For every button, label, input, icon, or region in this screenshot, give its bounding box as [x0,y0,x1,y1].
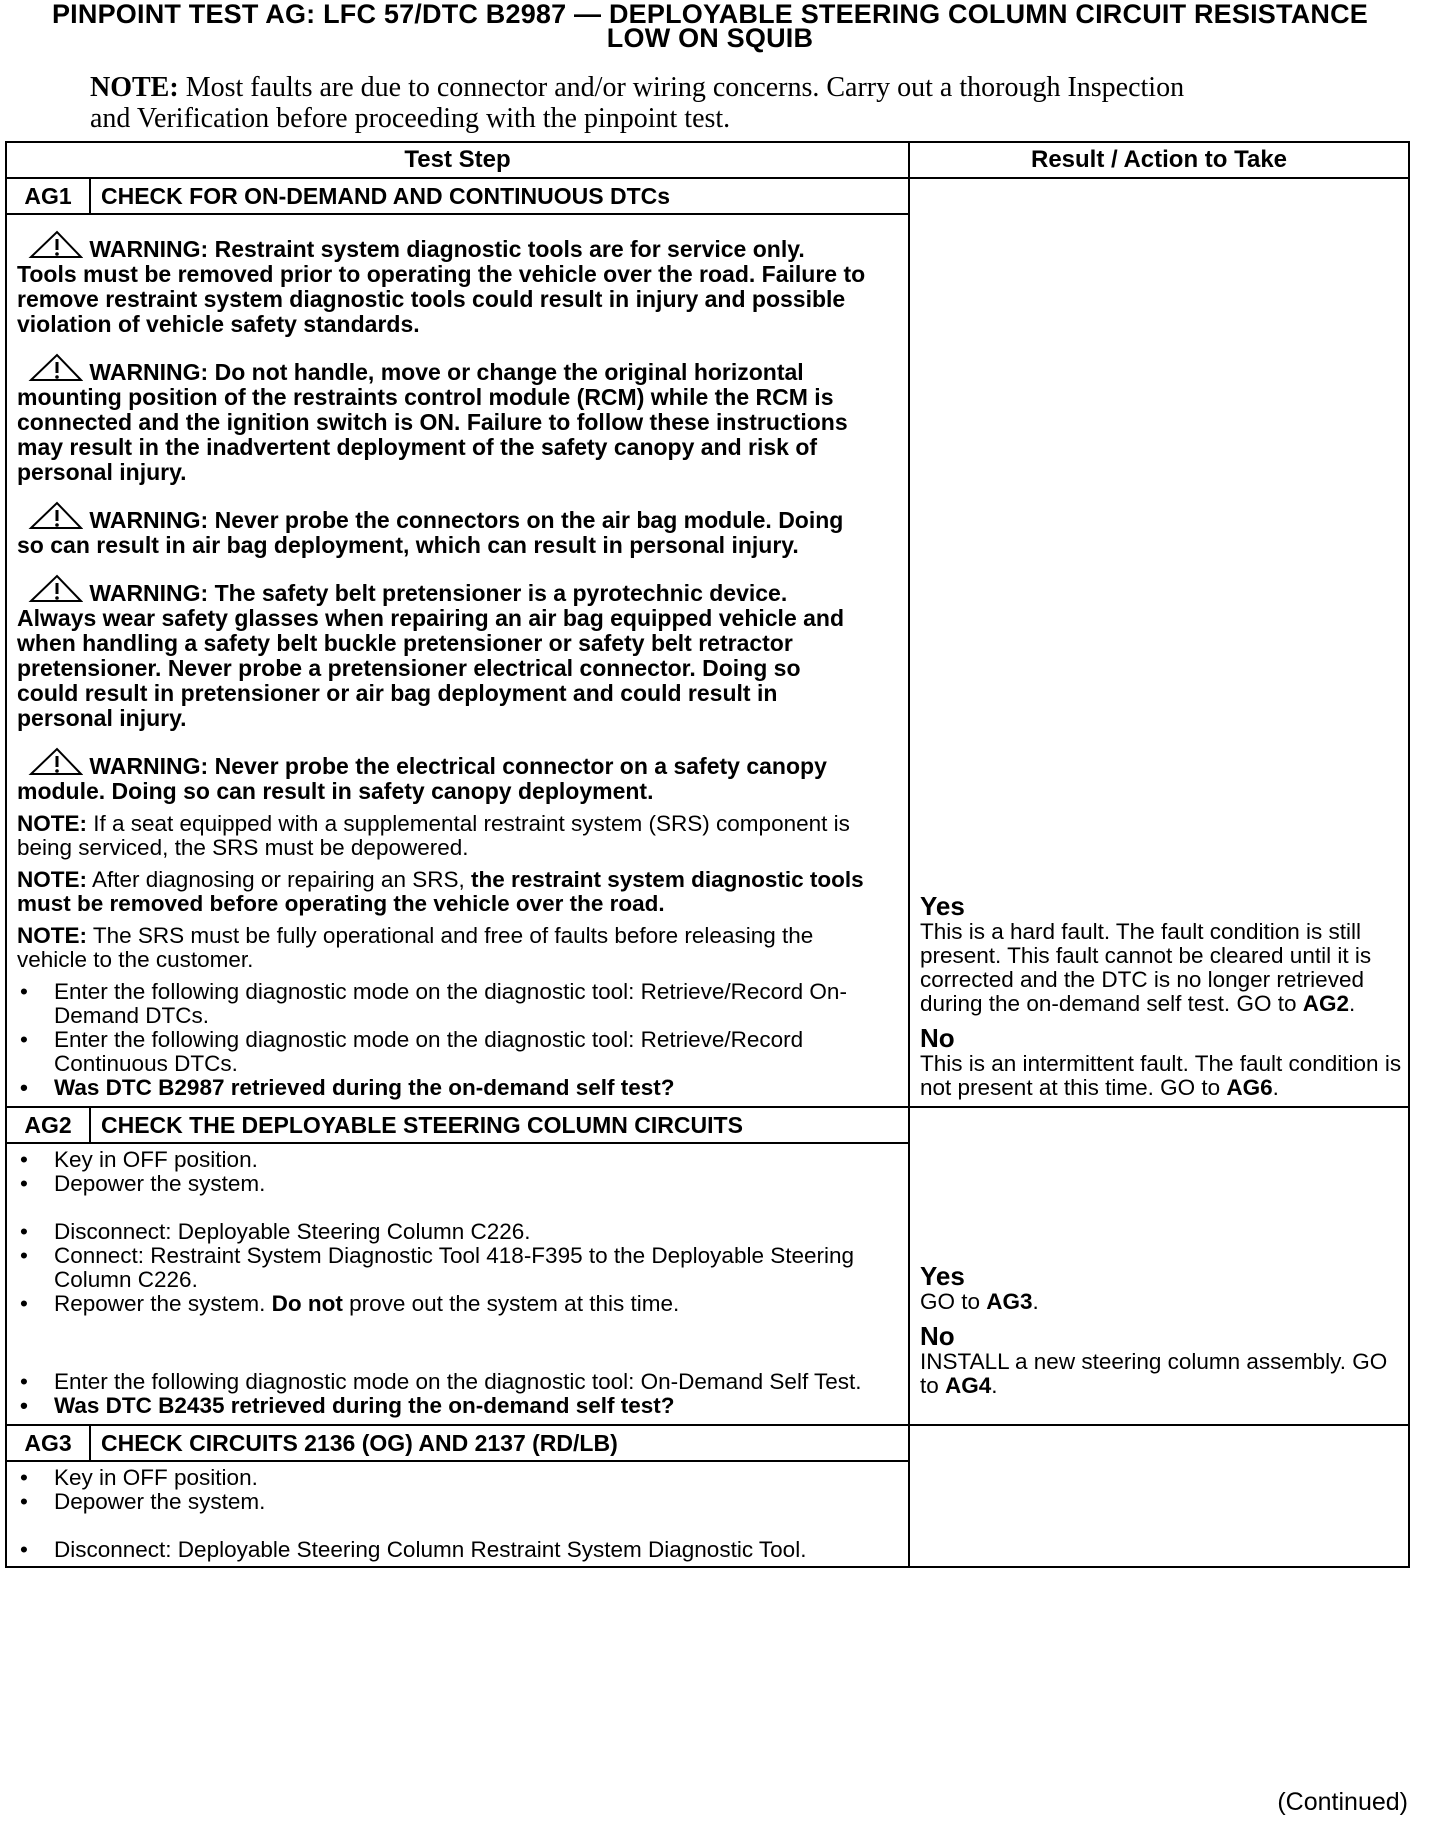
note-block: NOTE: The SRS must be fully operational and free of faults before releasing the vehicle to the customer. [17,923,814,972]
step-bullets [17,1370,868,1418]
pinpoint-table [5,141,1410,1568]
list-item: • Key in OFF position. [17,1148,868,1172]
step-bullets [17,1148,868,1196]
result-yes-text: This is a hard fault. The fault condition is still present. This fault cannot be cleared until it is corrected and the DTC is no longer retrieved during the on-demand self test. GO to AG2. [920,919,1372,1016]
step-id: AG2 [6,1107,90,1143]
warning-block [17,746,868,804]
step-bullets [17,980,868,1100]
list-item: • Disconnect: Deployable Steering Column C226. [17,1220,868,1244]
warning-block [17,352,868,485]
step-title: CHECK FOR ON-DEMAND AND CONTINUOUS DTCs [90,178,909,214]
warning-block [17,229,868,337]
warning-triangle-icon [27,500,83,530]
warning-text: WARNING: The safety belt pretensioner is a pyrotechnic device. Always wear safety glasses when repairing an air bag equipped vehicle and when handling a safety belt buckle pretensioner or safety belt retractor pretensioner. Never probe a pretensioner electrical connector. Doing so could result in pretensioner or air bag deployment and could result in personal injury. [17,580,845,731]
result-no-text: INSTALL a new steering column assembly. GO to AG4. [920,1349,1388,1398]
step-result-ag2 [909,1107,1409,1425]
step-content-ag3 [6,1461,909,1567]
title-line-2: LOW ON SQUIB [606,23,814,53]
header-test-step: Test Step [6,142,909,178]
intro-note-label: NOTE: [90,72,179,103]
step-row-ag3 [6,1425,1409,1461]
list-item: • Disconnect: Deployable Steering Column Restraint System Diagnostic Tool. [17,1538,868,1562]
step-content-ag1 [6,214,909,1107]
list-item: • Connect: Restraint System Diagnostic Tool 418-F395 to the Deployable Steering Column C226. [17,1244,868,1292]
step-bullets [17,1466,868,1514]
step-id: AG1 [6,178,90,214]
warning-text: WARNING: Restraint system diagnostic tools are for service only. Tools must be removed prior to operating the vehicle over the road. Failure to remove restraint system diagnostic tools could result in injury and possible violation of vehicle safety standards. [17,236,866,337]
list-item: • Enter the following diagnostic mode on the diagnostic tool: On-Demand Self Test. [17,1370,868,1394]
title-line-1: PINPOINT TEST AG: LFC 57/DTC B2987 — DEPLOYABLE STEERING COLUMN CIRCUIT RESISTANCE [51,0,1369,29]
warning-block [17,500,868,558]
page-title [0,0,1420,53]
warning-triangle-icon [27,746,83,776]
list-item-question: • Was DTC B2435 retrieved during the on-demand self test? [17,1394,868,1418]
step-result-ag3 [909,1425,1409,1567]
result-no-text: This is an intermittent fault. The fault condition is not present at this time. GO to AG6. [920,1051,1402,1100]
warning-text: WARNING: Never probe the connectors on the air bag module. Doing so can result in air bag deployment, which can result in personal injury. [17,507,844,558]
result-no-label: No [920,1321,955,1351]
step-row-ag1 [6,178,1409,214]
warning-triangle-icon [27,229,83,259]
intro-note [90,72,1210,134]
intro-note-text: Most faults are due to connector and/or wiring concerns. Carry out a thorough Inspection and Verification before proceeding with the pinpoint test. [90,72,1185,134]
result-no-label: No [920,1023,955,1053]
result-yes-label: Yes [920,1261,965,1291]
step-bullets [17,1538,868,1562]
step-title: CHECK CIRCUITS 2136 (OG) AND 2137 (RD/LB) [90,1425,909,1461]
table-header-row [6,142,1409,178]
result-yes-text: GO to AG3. [920,1289,1039,1314]
continued-label: (Continued) [1277,1788,1408,1816]
list-item: • Repower the system. Do not prove out the system at this time. [17,1292,868,1316]
warning-triangle-icon [27,352,83,382]
goto-link[interactable]: AG2 [1302,991,1349,1016]
warning-text: WARNING: Never probe the electrical connector on a safety canopy module. Doing so can result in safety canopy deployment. [17,753,827,804]
goto-link[interactable]: AG6 [1226,1075,1273,1100]
warning-text: WARNING: Do not handle, move or change the original horizontal mounting position of the restraints control module (RCM) while the RCM is connected and the ignition switch is ON. Failure to follow these instructions may result in the inadvertent deployment of the safety canopy and risk of personal injury. [17,359,848,485]
header-result: Result / Action to Take [909,142,1409,178]
warning-triangle-icon [27,573,83,603]
step-result-ag1 [909,178,1409,1107]
list-item: • Key in OFF position. [17,1466,868,1490]
step-row-ag2 [6,1107,1409,1143]
goto-link[interactable]: AG3 [986,1289,1033,1314]
step-title: CHECK THE DEPLOYABLE STEERING COLUMN CIRCUITS [90,1107,909,1143]
list-item: • Depower the system. [17,1490,868,1514]
list-item: • Depower the system. [17,1172,868,1196]
step-id: AG3 [6,1425,90,1461]
list-item-question: • Was DTC B2987 retrieved during the on-demand self test? [17,1076,868,1100]
note-block: NOTE: After diagnosing or repairing an SRS, the restraint system diagnostic tools must be removed before operating the vehicle over the road. [17,867,864,916]
note-block: NOTE: If a seat equipped with a supplemental restraint system (SRS) component is being serviced, the SRS must be depowered. [17,811,850,860]
step-content-ag2 [6,1143,909,1425]
goto-link[interactable]: AG4 [945,1373,992,1398]
list-item: • Enter the following diagnostic mode on the diagnostic tool: Retrieve/Record On-Demand DTCs. [17,980,868,1028]
result-yes-label: Yes [920,891,965,921]
step-bullets [17,1220,868,1316]
warning-block [17,573,868,731]
list-item: • Enter the following diagnostic mode on the diagnostic tool: Retrieve/Record Continuous DTCs. [17,1028,868,1076]
